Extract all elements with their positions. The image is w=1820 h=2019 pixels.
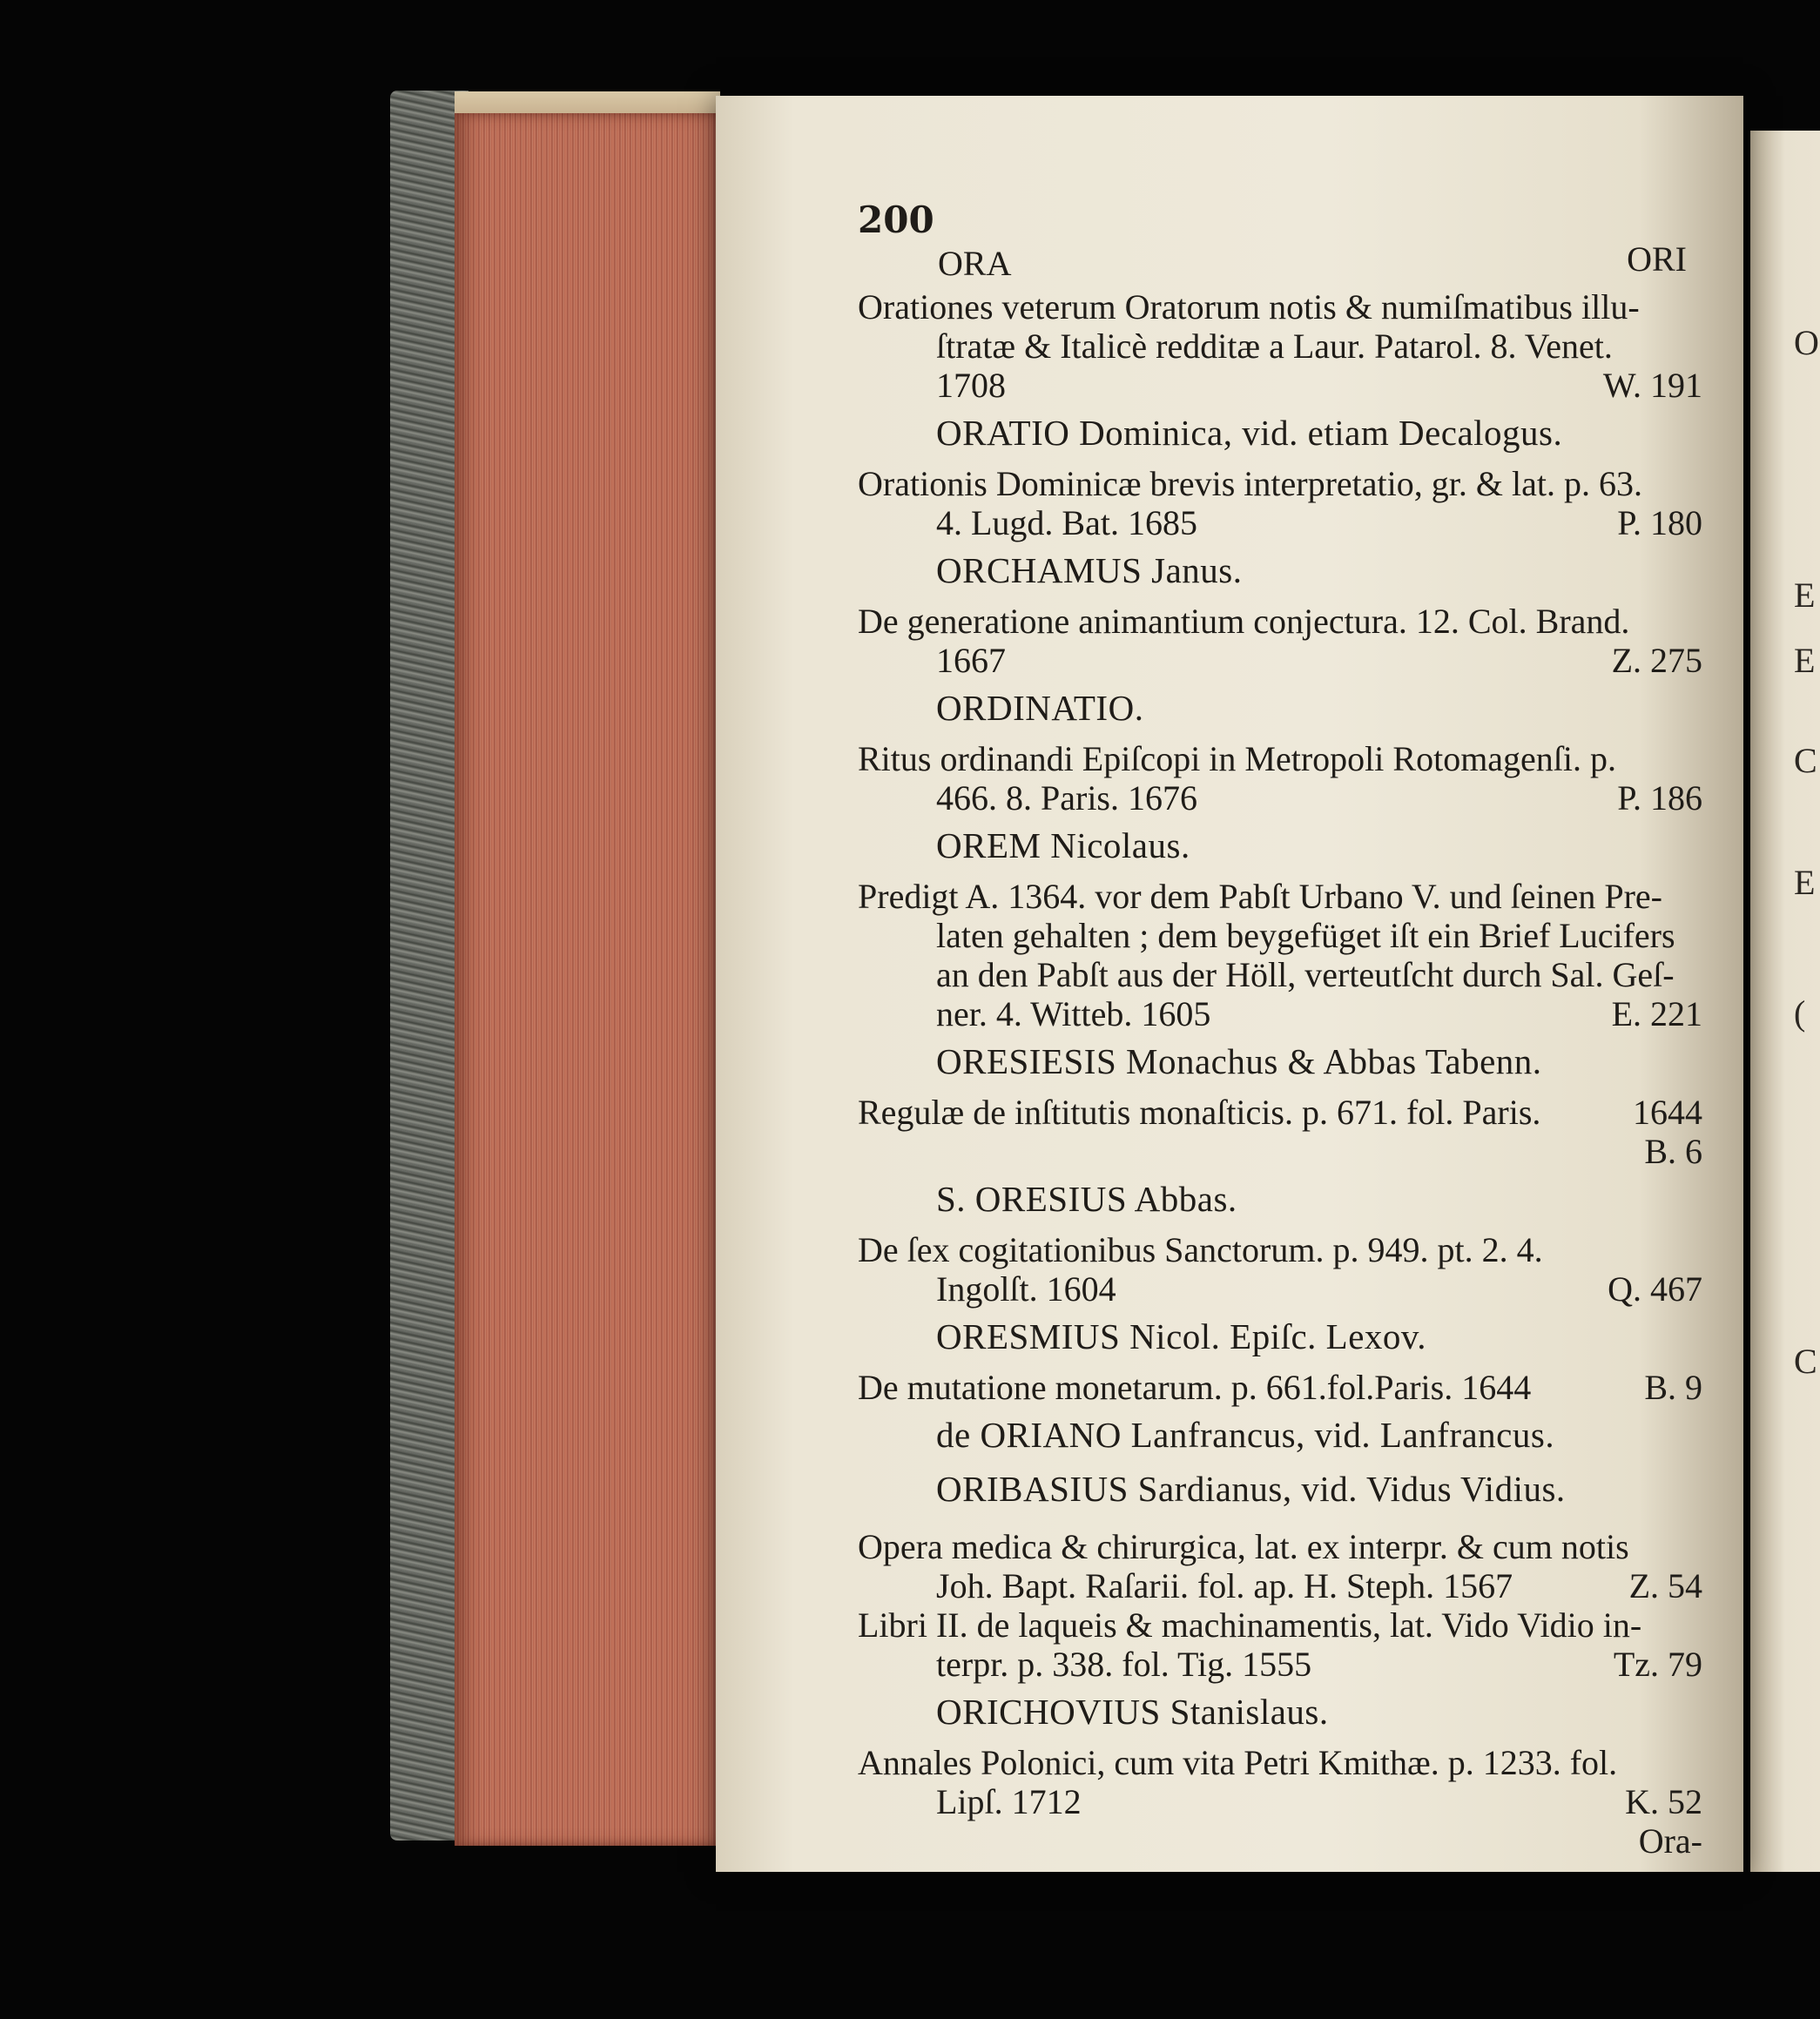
entry-line xyxy=(858,1782,1711,1821)
entry-imprint: ner. 4. Witteb. 1605 xyxy=(936,994,1211,1033)
entry-line: De generatione animantium conjectura. 12. Col. Brand. xyxy=(858,602,1630,641)
entry-imprint: Lipſ. 1712 xyxy=(936,1782,1082,1821)
author-heading: de ORIANO Lanfrancus, vid. Lanfrancus. xyxy=(936,1415,1555,1455)
author-heading: ORESIESIS Monachus & Abbas Tabenn. xyxy=(936,1041,1542,1081)
author-heading: S. ORESIUS Abbas. xyxy=(936,1179,1237,1219)
facing-margin-letter: E xyxy=(1794,641,1816,680)
shelf-mark: Z. 54 xyxy=(1628,1566,1702,1605)
entry-imprint: 466. 8. Paris. 1676 xyxy=(936,778,1197,818)
facing-margin-letter: C xyxy=(1794,741,1817,780)
spacer xyxy=(858,1520,1711,1527)
author-heading: ORCHAMUS Janus. xyxy=(936,550,1243,590)
shelf-mark: W. 191 xyxy=(1602,366,1702,405)
entry-line: Opera medica & chirurgica, lat. ex interpr. & cum notis xyxy=(858,1527,1629,1566)
page-text xyxy=(858,200,1711,1861)
author-heading: ORDINATIO. xyxy=(936,688,1144,728)
entry-line: Predigt A. 1364. vor dem Pabſt Urbano V. und ſeinen Pre- xyxy=(858,877,1662,916)
entry-line xyxy=(858,641,1711,680)
shelf-mark: Tz. 79 xyxy=(1613,1645,1702,1684)
entry-year: 1644 xyxy=(1633,1093,1702,1132)
entry-imprint: Ingolſt. 1604 xyxy=(936,1269,1116,1309)
entry-line: an den Pabſt aus der Höll, verteutſcht durch Sal. Geſ- xyxy=(936,955,1675,994)
entry-line xyxy=(858,1645,1711,1684)
entry-title: Regulæ de inſtitutis monaſticis. p. 671. fol. Paris. xyxy=(858,1093,1541,1132)
entry-line: Annales Polonici, cum vita Petri Kmithæ. p. 1233. fol. xyxy=(858,1743,1618,1782)
running-head xyxy=(858,200,1711,287)
entry-line: Orationis Dominicæ brevis interpretatio, gr. & lat. p. 63. xyxy=(858,464,1642,503)
author-heading: ORICHOVIUS Stanislaus. xyxy=(936,1692,1329,1732)
shelf-mark: Q. 467 xyxy=(1608,1269,1702,1309)
entry-imprint: 4. Lugd. Bat. 1685 xyxy=(936,503,1197,542)
facing-margin-letter: C xyxy=(1794,1342,1817,1381)
entry-line xyxy=(858,1093,1711,1132)
facing-margin-letter: E xyxy=(1794,575,1816,615)
entry-line xyxy=(858,1368,1711,1407)
author-heading: OREM Nicolaus. xyxy=(936,825,1190,865)
entry-line xyxy=(858,1269,1711,1309)
entry-imprint: 1667 xyxy=(936,641,1006,680)
entry-line xyxy=(858,994,1711,1033)
running-head-right: ORI xyxy=(1627,239,1687,279)
shelf-mark: B. 6 xyxy=(1644,1132,1702,1171)
entry-line xyxy=(858,1132,1711,1171)
shelf-mark: E. 221 xyxy=(1611,994,1702,1033)
shelf-mark: B. 9 xyxy=(1644,1368,1702,1407)
shelf-mark: K. 52 xyxy=(1625,1782,1702,1821)
entry-imprint: terpr. p. 338. fol. Tig. 1555 xyxy=(936,1645,1312,1684)
author-heading: ORIBASIUS Sardianus, vid. Vidus Vidius. xyxy=(936,1469,1566,1509)
entry-title: De mutatione monetarum. p. 661.fol.Paris. 1644 xyxy=(858,1368,1532,1407)
entry-line xyxy=(858,1566,1711,1605)
author-heading: ORESMIUS Nicol. Epiſc. Lexov. xyxy=(936,1316,1427,1356)
entry-line xyxy=(858,778,1711,818)
facing-page xyxy=(1750,131,1820,1872)
entry-line: laten gehalten ; dem beygefüget iſt ein Brief Lucifers xyxy=(936,916,1675,955)
shelf-mark: P. 186 xyxy=(1617,778,1702,818)
shelf-mark: P. 180 xyxy=(1617,503,1702,542)
facing-margin-letter: E xyxy=(1794,863,1816,902)
entry-line: De ſex cogitationibus Sanctorum. p. 949. pt. 2. 4. xyxy=(858,1230,1543,1269)
facing-margin-letter: O xyxy=(1794,323,1819,362)
entry-imprint: Joh. Bapt. Raſarii. fol. ap. H. Steph. 1567 xyxy=(936,1566,1513,1605)
entry-line: ſtratæ & Italicè redditæ a Laur. Patarol. 8. Venet. xyxy=(936,326,1613,366)
shelf-mark: Z. 275 xyxy=(1611,641,1702,680)
entry-line: Libri II. de laqueis & machinamentis, lat. Vido Vidio in- xyxy=(858,1605,1642,1645)
page-number: 200 xyxy=(858,199,934,241)
facing-margin-letter: ( xyxy=(1794,993,1806,1033)
entry-line xyxy=(858,503,1711,542)
entry-line xyxy=(858,366,1711,405)
page-block-edge xyxy=(455,113,720,1846)
entry-line: Ritus ordinandi Epiſcopi in Metropoli Rotomagenſi. p. xyxy=(858,739,1617,778)
entry-imprint: 1708 xyxy=(936,366,1006,405)
catchword: Ora- xyxy=(1638,1821,1702,1861)
entry-line: Orationes veterum Oratorum notis & numiſmatibus illu- xyxy=(858,287,1640,326)
author-heading: ORATIO Dominica, vid. etiam Decalogus. xyxy=(936,413,1563,453)
running-head-left: ORA xyxy=(938,244,1012,283)
